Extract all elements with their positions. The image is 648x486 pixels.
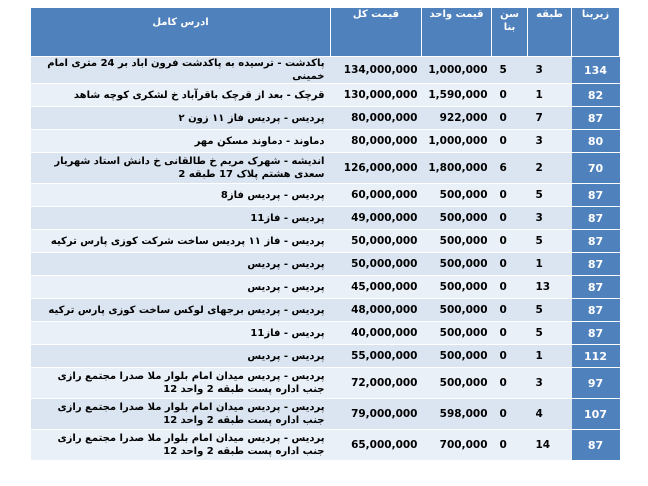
cell-area: 87 xyxy=(572,184,620,207)
cell-unit-price: 1,590,000 xyxy=(422,84,492,107)
cell-floor: 3 xyxy=(528,57,572,84)
table-row xyxy=(31,253,620,276)
cell-total-price: 79,000,000 xyxy=(331,399,422,430)
table-row xyxy=(31,57,620,84)
cell-age: 0 xyxy=(492,107,528,130)
cell-floor: 4 xyxy=(528,399,572,430)
cell-floor: 3 xyxy=(528,368,572,399)
cell-address: پردیس - فاز11 xyxy=(31,207,331,230)
cell-total-price: 45,000,000 xyxy=(331,276,422,299)
header-floor: طبقه xyxy=(528,8,572,57)
cell-total-price: 50,000,000 xyxy=(331,253,422,276)
cell-total-price: 134,000,000 xyxy=(331,57,422,84)
header-address: ادرس کامل xyxy=(31,8,331,57)
cell-age: 0 xyxy=(492,130,528,153)
cell-age: 0 xyxy=(492,253,528,276)
table-row xyxy=(31,207,620,230)
cell-age: 0 xyxy=(492,207,528,230)
cell-total-price: 50,000,000 xyxy=(331,230,422,253)
cell-address: پردیس - پردیس میدان امام بلوار ملا صدرا مجتمع رازی جنب اداره پست طبقه 2 واحد 12 xyxy=(31,430,331,461)
cell-total-price: 126,000,000 xyxy=(331,153,422,184)
cell-unit-price: 1,800,000 xyxy=(422,153,492,184)
table-row xyxy=(31,299,620,322)
cell-address: پردیس - پردیس فاز ۱۱ زون ۲ xyxy=(31,107,331,130)
cell-age: 6 xyxy=(492,153,528,184)
table-row xyxy=(31,322,620,345)
cell-area: 107 xyxy=(572,399,620,430)
cell-age: 0 xyxy=(492,430,528,461)
table-row xyxy=(31,84,620,107)
cell-address: پردیس - پردیس xyxy=(31,345,331,368)
cell-age: 0 xyxy=(492,184,528,207)
cell-unit-price: 500,000 xyxy=(422,345,492,368)
cell-age: 5 xyxy=(492,57,528,84)
cell-floor: 7 xyxy=(528,107,572,130)
cell-unit-price: 500,000 xyxy=(422,207,492,230)
cell-total-price: 80,000,000 xyxy=(331,130,422,153)
cell-unit-price: 500,000 xyxy=(422,322,492,345)
cell-total-price: 130,000,000 xyxy=(331,84,422,107)
table-row xyxy=(31,184,620,207)
cell-age: 0 xyxy=(492,276,528,299)
cell-address: پردیس - پردیس میدان امام بلوار ملا صدرا مجتمع رازی جنب اداره پست طبقه 2 واحد 12 xyxy=(31,399,331,430)
cell-floor: 13 xyxy=(528,276,572,299)
cell-address: پردیس - پردیس برجهای لوکس ساخت کوزی پارس ترکیه xyxy=(31,299,331,322)
cell-address: پردیس - فاز ۱۱ پردیس ساخت شرکت کوزی پارس ترکیه xyxy=(31,230,331,253)
cell-age: 0 xyxy=(492,345,528,368)
cell-age: 0 xyxy=(492,399,528,430)
table-row xyxy=(31,230,620,253)
cell-floor: 1 xyxy=(528,345,572,368)
cell-age: 0 xyxy=(492,230,528,253)
table-row xyxy=(31,430,620,461)
table-row xyxy=(31,130,620,153)
cell-floor: 2 xyxy=(528,153,572,184)
table-row xyxy=(31,345,620,368)
property-listing-table xyxy=(30,7,620,461)
cell-floor: 3 xyxy=(528,130,572,153)
cell-total-price: 48,000,000 xyxy=(331,299,422,322)
cell-address: پردیس - پردیس xyxy=(31,276,331,299)
header-age: سن بنا xyxy=(492,8,528,57)
cell-unit-price: 500,000 xyxy=(422,230,492,253)
cell-floor: 5 xyxy=(528,322,572,345)
cell-unit-price: 500,000 xyxy=(422,276,492,299)
cell-age: 0 xyxy=(492,322,528,345)
cell-floor: 5 xyxy=(528,230,572,253)
cell-unit-price: 1,000,000 xyxy=(422,130,492,153)
cell-floor: 1 xyxy=(528,253,572,276)
cell-address: اندیشه - شهرک مریم خ طالقانی خ دانش استاد شهریار سعدی هشتم پلاک 17 طبقه 2 xyxy=(31,153,331,184)
cell-area: 87 xyxy=(572,322,620,345)
header-row xyxy=(31,8,620,57)
cell-area: 87 xyxy=(572,107,620,130)
cell-floor: 3 xyxy=(528,207,572,230)
cell-total-price: 80,000,000 xyxy=(331,107,422,130)
cell-area: 87 xyxy=(572,253,620,276)
cell-area: 134 xyxy=(572,57,620,84)
cell-total-price: 60,000,000 xyxy=(331,184,422,207)
cell-address: پردیس - پردیس میدان امام بلوار ملا صدرا مجتمع رازی جنب اداره پست طبقه 2 واحد 12 xyxy=(31,368,331,399)
cell-unit-price: 598,000 xyxy=(422,399,492,430)
cell-total-price: 40,000,000 xyxy=(331,322,422,345)
cell-address: پردیس - فاز11 xyxy=(31,322,331,345)
cell-area: 80 xyxy=(572,130,620,153)
table-row xyxy=(31,153,620,184)
cell-age: 0 xyxy=(492,84,528,107)
table-row xyxy=(31,107,620,130)
header-unit-price: قیمت واحد xyxy=(422,8,492,57)
cell-unit-price: 500,000 xyxy=(422,368,492,399)
cell-address: پردیس - پردیس xyxy=(31,253,331,276)
cell-address: پردیس - پردیس فاز8 xyxy=(31,184,331,207)
cell-area: 87 xyxy=(572,276,620,299)
cell-unit-price: 1,000,000 xyxy=(422,57,492,84)
cell-area: 82 xyxy=(572,84,620,107)
cell-unit-price: 922,000 xyxy=(422,107,492,130)
cell-unit-price: 500,000 xyxy=(422,184,492,207)
cell-area: 112 xyxy=(572,345,620,368)
cell-area: 87 xyxy=(572,299,620,322)
header-area: زیربنا xyxy=(572,8,620,57)
cell-floor: 1 xyxy=(528,84,572,107)
cell-floor: 5 xyxy=(528,299,572,322)
cell-total-price: 65,000,000 xyxy=(331,430,422,461)
header-total-price: قیمت کل xyxy=(331,8,422,57)
cell-area: 87 xyxy=(572,230,620,253)
cell-unit-price: 700,000 xyxy=(422,430,492,461)
cell-area: 70 xyxy=(572,153,620,184)
table-row xyxy=(31,368,620,399)
cell-total-price: 55,000,000 xyxy=(331,345,422,368)
cell-unit-price: 500,000 xyxy=(422,299,492,322)
cell-address: دماوند - دماوند مسکن مهر xyxy=(31,130,331,153)
table-row xyxy=(31,399,620,430)
cell-total-price: 49,000,000 xyxy=(331,207,422,230)
cell-address: قرچک - بعد از قرچک باقرآباد خ لشکری کوچه شاهد xyxy=(31,84,331,107)
cell-age: 0 xyxy=(492,299,528,322)
cell-age: 0 xyxy=(492,368,528,399)
listing-table-container xyxy=(30,7,619,461)
cell-area: 87 xyxy=(572,430,620,461)
cell-floor: 5 xyxy=(528,184,572,207)
table-row xyxy=(31,276,620,299)
cell-unit-price: 500,000 xyxy=(422,253,492,276)
cell-area: 97 xyxy=(572,368,620,399)
cell-total-price: 72,000,000 xyxy=(331,368,422,399)
cell-floor: 14 xyxy=(528,430,572,461)
table-body xyxy=(31,57,620,461)
cell-address: پاکدشت - ترسیده به پاکدشت فرون اباد بر 24 متری امام خمینی xyxy=(31,57,331,84)
cell-area: 87 xyxy=(572,207,620,230)
